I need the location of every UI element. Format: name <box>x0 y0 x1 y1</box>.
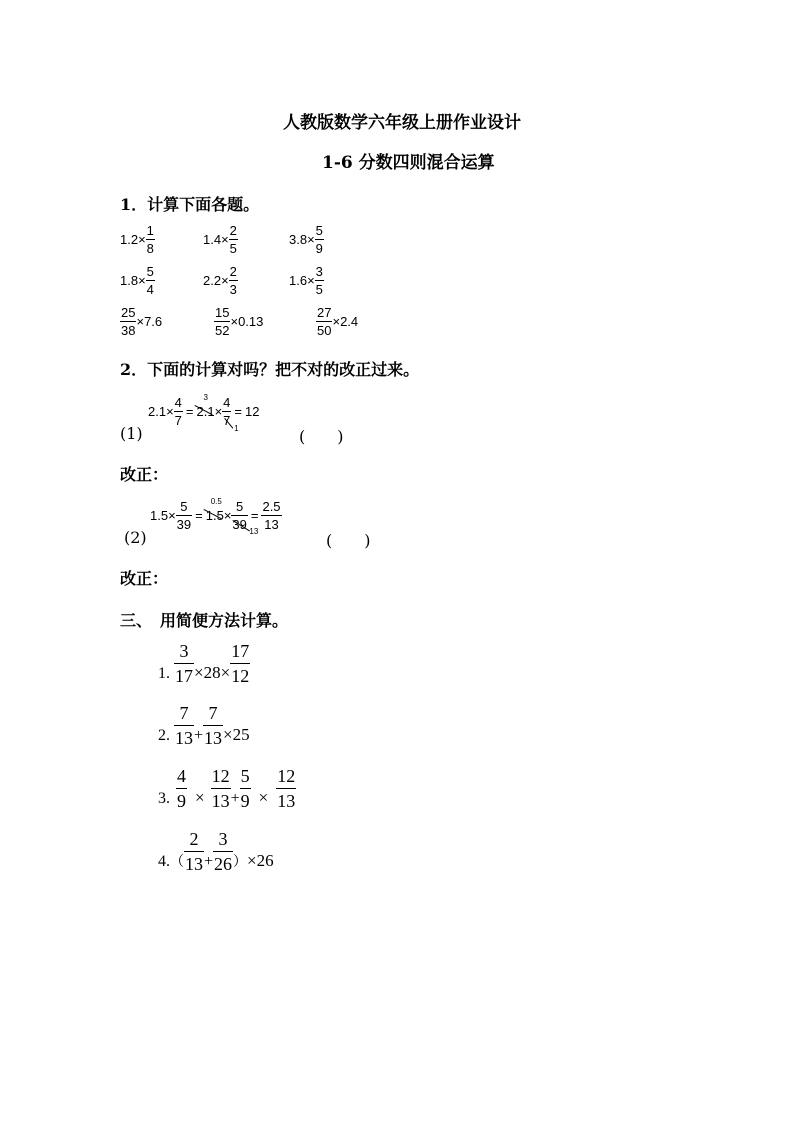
equals-sign: = <box>234 404 242 419</box>
denominator: 13 <box>174 725 194 747</box>
fraction <box>120 306 136 337</box>
item-number: 2. <box>158 727 170 744</box>
operand: 2.1 <box>148 404 167 419</box>
times-sign: × <box>168 508 176 523</box>
numerator: 2 <box>189 829 199 849</box>
numerator: 4 <box>174 395 182 410</box>
numerator: 7 <box>179 703 189 723</box>
item-number: 1. <box>158 665 170 682</box>
answer-blank-2[interactable]: ( ) <box>326 531 371 550</box>
operand: 7.6 <box>144 314 163 329</box>
item-number: 4. <box>158 853 170 870</box>
denominator: 8 <box>146 241 154 256</box>
numerator: 3 <box>179 641 189 661</box>
calc-item-6 <box>289 265 324 296</box>
result: 12 <box>245 404 260 419</box>
cancel-result: 0.5 <box>210 497 222 506</box>
denominator: 13 <box>203 725 223 747</box>
numerator: 25 <box>121 305 136 320</box>
numerator: 15 <box>215 305 230 320</box>
fraction <box>240 767 251 810</box>
fraction <box>315 265 324 296</box>
denominator: 52 <box>215 323 230 338</box>
times-sign: × <box>221 273 229 288</box>
fraction <box>214 306 230 337</box>
denominator: 39 <box>232 517 247 532</box>
denominator: 4 <box>146 282 154 297</box>
section2-heading: 2．下面的计算对吗？把不对的改正过来。 <box>120 360 420 379</box>
calc-item-3 <box>289 224 324 255</box>
denominator: 26 <box>213 851 233 873</box>
correction-label-1: 改正： <box>120 465 169 484</box>
fraction <box>174 704 194 747</box>
operator-text: ×28× <box>194 663 231 682</box>
calc-item-8 <box>214 306 263 337</box>
fraction <box>184 830 204 873</box>
times-sign: × <box>138 273 146 288</box>
fraction <box>315 224 324 255</box>
correction-label-2: 改正： <box>120 569 169 588</box>
question-1-expression <box>148 393 260 433</box>
fraction <box>229 265 238 296</box>
denominator: 9 <box>240 788 251 810</box>
denominator: 9 <box>176 788 187 810</box>
simplify-item-2 <box>158 704 250 747</box>
denominator: 13 <box>276 788 296 810</box>
question-1-label: (1) <box>120 424 143 443</box>
times-sign: × <box>307 273 315 288</box>
denominator: 5 <box>229 241 237 256</box>
plus-sign: + <box>230 790 240 807</box>
fraction <box>174 642 194 685</box>
operand: 3.8 <box>289 232 308 247</box>
fraction <box>146 224 155 255</box>
operand: 1.8 <box>120 273 139 288</box>
times-sign: × <box>307 232 315 247</box>
numerator: 27 <box>317 305 332 320</box>
operand: 2.1 <box>196 404 215 419</box>
numerator: 2.5 <box>262 499 281 514</box>
fraction <box>229 224 238 255</box>
numerator: 5 <box>240 766 250 786</box>
calc-item-7 <box>120 306 162 337</box>
times-sign: × <box>136 314 145 329</box>
numerator: 3 <box>218 829 228 849</box>
question-2-label: (2) <box>124 528 147 547</box>
numerator: 4 <box>177 766 186 786</box>
operator-text: ×25 <box>223 725 250 744</box>
page-subtitle: 1-6 分数四则混合运算 <box>322 153 495 173</box>
cancelled-fraction <box>231 499 259 536</box>
fraction <box>176 500 192 531</box>
times-sign: × <box>258 788 269 807</box>
fraction <box>276 767 296 810</box>
denominator: 38 <box>121 323 136 338</box>
section1-heading: 1．计算下面各题。 <box>120 195 260 214</box>
numerator: 2 <box>229 223 237 238</box>
times-sign: × <box>332 314 341 329</box>
denominator: 7 <box>223 413 231 428</box>
times-sign: × <box>166 404 174 419</box>
operand: 2.2 <box>203 273 222 288</box>
fraction <box>146 265 155 296</box>
page-title: 人教版数学六年级上册作业设计 <box>283 113 521 133</box>
fraction <box>213 830 233 873</box>
fraction <box>174 396 183 427</box>
times-sign: × <box>138 232 146 247</box>
fraction <box>203 704 223 747</box>
right-paren: ） <box>233 855 248 870</box>
times-sign: × <box>223 508 232 523</box>
denominator: 3 <box>229 282 237 297</box>
operand: 1.4 <box>203 232 222 247</box>
denominator: 12 <box>230 663 250 685</box>
operand: 2.4 <box>340 314 359 329</box>
equals-sign: = <box>195 508 203 523</box>
numerator: 1 <box>146 223 154 238</box>
times-sign: × <box>214 404 223 419</box>
equals-sign: = <box>250 508 259 523</box>
denominator: 13 <box>211 788 231 810</box>
denominator-wrap <box>222 411 239 433</box>
cancelled-fraction <box>222 395 239 433</box>
numerator: 7 <box>208 703 218 723</box>
numerator: 5 <box>180 499 188 514</box>
numerator: 5 <box>146 264 154 279</box>
numerator: 5 <box>315 223 323 238</box>
denominator: 13 <box>261 515 281 531</box>
denominator: 17 <box>174 663 194 685</box>
cancel-result: 3 <box>203 393 208 402</box>
equals-sign: = <box>185 404 194 419</box>
numerator: 12 <box>277 766 296 786</box>
operand: 1.2 <box>120 232 139 247</box>
operand: 1.5 <box>150 508 169 523</box>
denominator: 9 <box>315 241 323 256</box>
denominator-wrap <box>231 515 259 536</box>
numerator: 2 <box>229 264 237 279</box>
fraction <box>176 767 187 810</box>
operand: 1.5 <box>205 508 224 523</box>
denominator: 13 <box>184 851 204 873</box>
question-2-expression <box>150 497 282 536</box>
simplify-item-1 <box>158 642 250 685</box>
cancel-result: 13 <box>249 527 259 536</box>
calc-item-2 <box>203 224 238 255</box>
cancelled-operand <box>205 497 224 523</box>
times-sign: × <box>230 314 239 329</box>
numerator: 4 <box>223 395 231 410</box>
fraction <box>230 642 250 685</box>
operand: 1.6 <box>289 273 308 288</box>
numerator: 5 <box>236 499 244 514</box>
calc-item-4 <box>120 265 155 296</box>
answer-blank-1[interactable]: ( ) <box>299 427 344 446</box>
fraction <box>211 767 231 810</box>
numerator: 17 <box>231 641 250 661</box>
numerator: 12 <box>211 766 230 786</box>
plus-sign: + <box>194 727 204 744</box>
fraction <box>316 306 332 337</box>
numerator: 3 <box>315 264 323 279</box>
section3-heading: 三、 用简便方法计算。 <box>120 611 289 630</box>
operator-text: ×26 <box>247 851 274 870</box>
times-sign: × <box>221 232 229 247</box>
cancel-result: 1 <box>234 424 239 433</box>
times-sign: × <box>195 788 205 807</box>
simplify-item-3 <box>158 767 296 810</box>
denominator: 50 <box>317 323 332 338</box>
calc-item-5 <box>203 265 238 296</box>
denominator: 5 <box>315 282 323 297</box>
left-paren: （ <box>170 855 184 870</box>
simplify-item-4 <box>158 830 274 873</box>
cancelled-operand <box>196 393 215 419</box>
calc-item-1 <box>120 224 155 255</box>
result-fraction <box>261 500 281 531</box>
plus-sign: + <box>204 853 214 870</box>
operand: 0.13 <box>238 314 264 329</box>
calc-item-9 <box>316 306 358 337</box>
item-number: 3. <box>158 790 170 807</box>
denominator: 39 <box>176 517 192 532</box>
denominator: 7 <box>174 413 182 428</box>
